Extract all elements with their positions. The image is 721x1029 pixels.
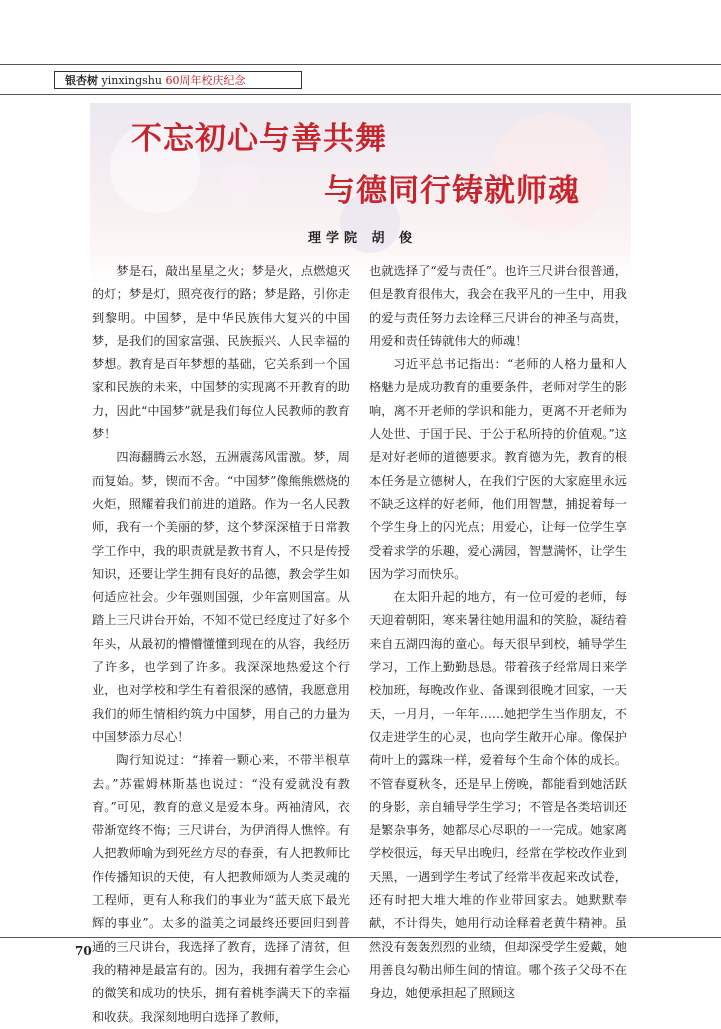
- footer-rule: [0, 937, 721, 938]
- article-title-line1: 不忘初心与善共舞: [131, 121, 387, 157]
- paragraph: 也就选择了“爱与责任”。也许三尺讲台很普通，但是教育很伟大，我会在我平凡的一生中，用我的爱与责任努力去诠释三尺讲台的神圣与高贵，用爱和责任铸就伟大的师魂！: [369, 264, 627, 348]
- header-rule-bottom: [0, 94, 721, 95]
- header-rule-top: [0, 64, 721, 65]
- paragraph: 梦是石，敲出星星之火；梦是火，点燃熄灭的灯；梦是灯，照亮夜行的路；梦是路，引你走到黎明。中国梦，是中华民族伟大复兴的中国梦，是我们的国家富强、民族振兴、人民幸福的梦想。教育是百年梦想的基础，它关系到一个国家和民族的未来，中国梦的实现离不开教育的助力，因此“中国梦”就是我们每位人民教师的教育梦！: [92, 264, 350, 442]
- page-number: 70: [75, 944, 92, 958]
- header-school-name-en: yinxingshu: [101, 74, 162, 87]
- left-column: [92, 260, 350, 1029]
- article-author: 理学院 胡 俊: [308, 231, 418, 246]
- paragraph: 四海翻腾云水怒，五洲震荡风雷激。梦，周而复始。梦，锲而不舍。“中国梦”像熊熊燃烧的火炬，照耀着我们前进的道路。作为一名人民教师，我有一个美丽的梦，这个梦深深植于日常教学工作中，我的职责就是教书育人，不只是传授知识，还要让学生拥有良好的品德，教会学生如何适应社会。少年强则国强，少年富则国富。从踏上三尺讲台开始，不知不觉已经度过了好多个年头，从最初的懵懵懂懂到现在的从容，我经历了许多，也学到了许多。我深深地热爱这个行业，也对学校和学生有着很深的感情，我愿意用我们的师生情相约筑力中国梦，用自己的力量为中国梦添力尽心！: [92, 450, 350, 744]
- article-title-line2: 与德同行铸就师魂: [324, 173, 580, 209]
- right-column: [369, 260, 627, 1006]
- banner-bokeh: [220, 163, 260, 203]
- paragraph: 习近平总书记指出：“老师的人格力量和人格魅力是成功教育的重要条件，老师对学生的影响，离不开老师的学识和能力，更离不开老师为人处世、于国于民、于公于私所持的价值观。”这是对好老师的道德要求。教育德为先，教育的根本任务是立德树人，在我们宁医的大家庭里永远不缺乏这样的好老师，他们用智慧，捕捉着每一个学生身上的闪光点；用爱心，让每一位学生享受着求学的乐趣，爱心满园，智慧满怀，让学生因为学习而快乐。: [369, 357, 627, 581]
- header-school-name: 银杏树: [65, 74, 98, 87]
- running-header: [54, 71, 302, 89]
- paragraph: 陶行知说过：“捧着一颗心来，不带半根草去。”苏霍姆林斯基也说过：“没有爱就没有教育。”可见，教育的意义是爱本身。两袖清风，衣带渐宽终不悔；三尺讲台，为伊消得人憔悴。有人把教师喻为到死丝方尽的春蚕，有人把教师比作传播知识的天使，有人把教师颂为人类灵魂的工程师，更有人称我们的事业为“蓝天底下最光辉的事业”。太多的溢美之词最终还要回归到普通的三尺讲台，我选择了教育，选择了清贫，但我的精神是最富有的。因为，我拥有着学生会心的微笑和成功的快乐，拥有着桃李满天下的幸福和收获。我深刻地明白选择了教师，: [92, 753, 350, 1024]
- header-anniversary: 60周年校庆纪念: [165, 74, 246, 87]
- paragraph: 在太阳升起的地方，有一位可爱的老师，每天迎着朝阳，寒来暑往她用温和的笑脸，凝结着来自五湖四海的童心。每天很早到校，辅导学生学习，工作上勤勤恳恳。带着孩子经常周日来学校加班，每晚改作业、备课到很晚才回家，一天天，一月月，一年年……她把学生当作朋友，不仅走进学生的心灵，也向学生敞开心扉。像保护荷叶上的露珠一样，爱着每个生命个体的成长。不管春夏秋冬，还是早上傍晚，都能看到她活跃的身影，亲自辅导学生学习；不管是各类培训还是繁杂事务，她都尽心尽职的一一完成。她家离学校很远，每天早出晚归，经常在学校改作业到天黑，一遇到学生考试了经常半夜起来改试卷，还有时把大堆大堆的作业带回家去。她默默奉献，不计得失，她用行动诠释着老黄牛精神。虽然没有轰轰烈烈的业绩，但却深受学生爱戴，她用善良勾勒出师生间的情谊。哪个孩子父母不在身边，她便承担起了照顾这: [369, 590, 627, 1001]
